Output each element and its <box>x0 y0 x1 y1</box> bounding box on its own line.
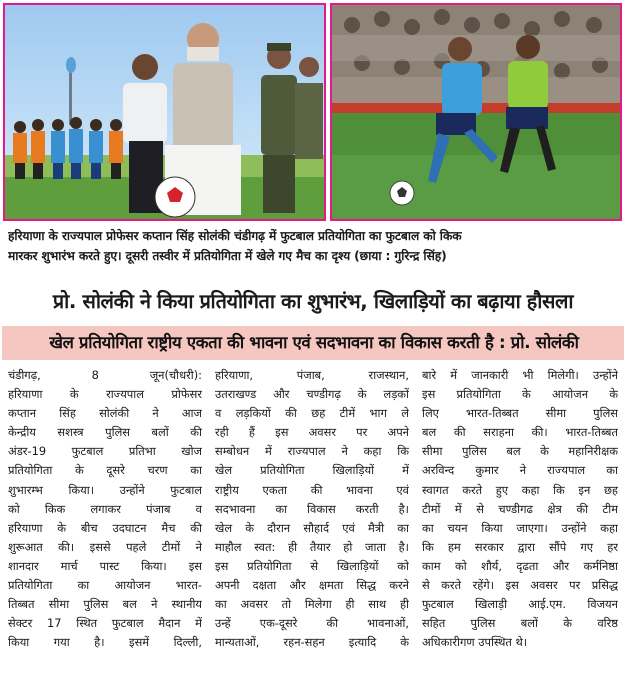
article-line: हरियाणा, पंजाब, राजस्थान, <box>215 368 409 382</box>
governor-kick-illustration <box>5 5 324 219</box>
article-column-1 <box>8 366 202 672</box>
article-line: सम्बोधन में राज्यपाल ने कहा कि <box>215 444 409 459</box>
article-line: प्रतियोगिता के दूसरे चरण का <box>8 463 202 478</box>
subheadline: खेल प्रतियोगिता राष्ट्रीय एकता की भावना एवं सदभावना का विकास करती है : प्रो. सोलंकी <box>49 333 579 352</box>
article-line: इस प्रतियोगिता से खिलाड़ियों को <box>215 558 409 573</box>
article-line: बारे में जानकारी भी मिलेगी। उन्होंने <box>422 368 618 382</box>
article-line: तिब्बत सीमा पुलिस बल ने स्थानीय <box>8 597 202 612</box>
caption-line: हरियाणा के राज्यपाल प्रोफेसर कप्तान सिंह सोलंकी चंडीगढ़ में फुटबाल प्रतियोगिता का फुटबाल को किक <box>8 229 462 243</box>
article-line: शुरूआत की। इससे पहले टीमों ने <box>8 539 202 554</box>
article-line: कप्तान सिंह सोलंकी ने आज <box>8 406 202 421</box>
article-line: फुटबाल खिलाड़ी आई.एम. विजयन <box>422 597 618 612</box>
article-line: अधिकारीगण उपस्थित थे। <box>422 635 528 650</box>
article-column-3 <box>422 366 618 672</box>
article-line: स्वागत करते हुए कहा कि इन छह <box>422 482 618 497</box>
article-line: का चयन किया जाएगा। उन्होंने कहा <box>422 520 618 535</box>
football-match-photo <box>330 3 622 221</box>
article-line: इस प्रतियोगिता के आयोजन के <box>422 387 618 402</box>
article-line: कि हम सरकार द्वारा सौंपे गए हर <box>422 539 618 554</box>
governor-kick-photo <box>3 3 326 221</box>
article-line: खेल प्रतियोगिता खिलाड़ियों में <box>215 463 409 478</box>
article-line: बल की सराहना की। भारत-तिब्बत <box>422 425 618 440</box>
article-column-2 <box>215 366 409 672</box>
article-line: अंडर-19 फुटबाल प्रतिभा खोज <box>8 444 202 459</box>
caption-line: मारकर शुभारंभ करते हुए। दूसरी तस्वीर में प्रतियोगिता में खेले गए मैच का दृश्य (छाया : गुरिन्द्र सिंह) <box>8 249 447 263</box>
article-line: मान्यताओं, रहन-सहन इत्यादि के <box>215 635 409 650</box>
football-match-illustration <box>332 5 620 219</box>
article-line: सहित पुलिस बलों के वरिष्ठ <box>422 616 618 631</box>
article-line: माहौल स्वत: ही तैयार हो जाता है। <box>215 539 409 554</box>
article-line: लिए भारत-तिब्बत सीमा पुलिस <box>422 406 618 421</box>
article-line: हरियाणा के बीच उदघाटन मैच की <box>8 520 202 535</box>
article-line: उतराखण्ड और चण्डीगढ़ के लड़कों <box>215 387 409 402</box>
article-line: राष्ट्रीय एकता की भावना एवं <box>215 482 409 497</box>
article-line: काम को शौर्य, दृढता और कर्मनिष्ठा <box>422 558 618 573</box>
article-line: से करते रहेंगे। इस अवसर पर प्रसिद्ध <box>422 578 618 593</box>
article-line: हरियाणा के राज्यपाल प्रोफेसर <box>8 387 202 402</box>
headline: प्रो. सोलंकी ने किया प्रतियोगिता का शुभारंभ, खिलाड़ियों का बढ़ाया हौसला <box>52 290 574 313</box>
article-line: शानदार मार्च पास्ट किया। इस <box>8 558 202 573</box>
article-line: सदभावना का विकास करती है। <box>215 501 409 516</box>
article-line: केन्द्रीय सशस्त्र पुलिस बलों की <box>8 425 202 440</box>
article-line: सीमा पुलिस बल के महानिरीक्षक <box>422 444 618 459</box>
article-line: खेल के दौरान सौहार्द एवं मैत्री का <box>215 520 409 535</box>
article-line: अपनी दक्षता और क्षमता सिद्ध करने <box>215 578 409 593</box>
article-line: शुभारम्भ किया। उन्होंने फुटबाल <box>8 482 202 497</box>
article-line: व लड़कियों की छह टीमें भाग ले <box>215 406 409 421</box>
article-line: चंडीगढ़, 8 जून(चौधरी): <box>8 368 202 382</box>
article-line: रही हैं इस अवसर पर अपने <box>215 425 409 440</box>
article-line: किया गया है। इसमें दिल्ली, <box>8 635 202 650</box>
article-line: का अवसर तो मिलेगा ही साथ ही <box>215 597 409 612</box>
article-line: को किक लगाकर पंजाब व <box>8 501 202 516</box>
article-line: प्रतियोगिता का आयोजन भारत- <box>8 578 202 593</box>
article-line: सेक्टर 17 स्थित फुटबाल मैदान में <box>8 616 202 631</box>
photo-caption <box>8 226 620 266</box>
article-line: टीमों में से चण्डीगढ क्षेत्र की टीम <box>422 501 618 516</box>
article-line: अरविन्द कुमार ने राज्यपाल का <box>422 463 618 478</box>
article-line: उन्हें एक-दूसरे की भावनाओं, <box>215 616 409 631</box>
